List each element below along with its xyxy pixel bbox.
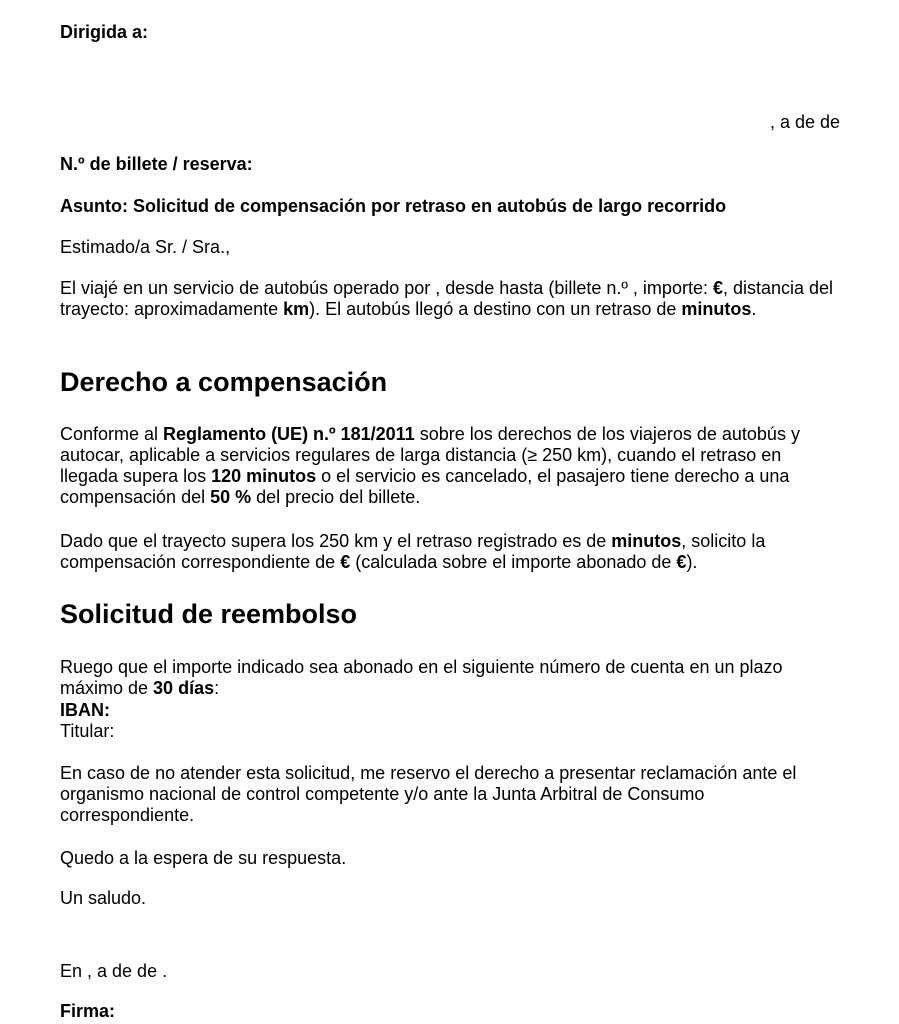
addressee-label: Dirigida a:: [60, 22, 149, 42]
place-date-line: En , a de de .: [60, 961, 168, 981]
refund-paragraph: Ruego que el importe indicado sea abonado en el siguiente número de cuenta en un plazo máximo de 30 días:: [60, 657, 783, 698]
waiting-line: Quedo a la espera de su respuesta.: [60, 848, 347, 868]
letter-page: [60, 0, 840, 1024]
section-heading-compensation: Derecho a compensación: [60, 367, 388, 397]
greeting: Estimado/a Sr. / Sra.,: [60, 237, 231, 257]
ticket-label: N.º de billete / reserva:: [60, 154, 253, 174]
signature-label: Firma:: [60, 1001, 116, 1021]
date-line: , a de de: [769, 112, 840, 132]
section-heading-refund: Solicitud de reembolso: [60, 599, 358, 629]
compensation-paragraph: Dado que el trayecto supera los 250 km y el retraso registrado es de minutos, solicito la compensación correspondiente de € (calculada sobre el importe abonado de €).: [60, 531, 766, 572]
intro-paragraph: El viajé en un servicio de autobús operado por , desde hasta (billete n.º , importe: €, distancia del trayecto: aproximadamente km). El autobús llegó a destino con un retraso de minutos.: [60, 278, 834, 319]
holder-label: Titular:: [60, 721, 115, 741]
closing-line: Un saludo.: [60, 888, 147, 908]
regulation-paragraph: Conforme al Reglamento (UE) n.º 181/2011 sobre los derechos de los viajeros de autobús y autocar, aplicable a servicios regulares de larga distancia (≥ 250 km), cuando el retraso en llegada supera los 120 minutos o el servicio es cancelado, el pasajero tiene derecho a una compensación del 50 % del precio del billete.: [60, 424, 800, 507]
iban-label: IBAN:: [60, 700, 110, 720]
claim-paragraph: En caso de no atender esta solicitud, me reservo el derecho a presentar reclamación ante el organismo nacional de control competente y/o ante la Junta Arbitral de Consumo correspondiente.: [60, 763, 797, 825]
subject-line: Asunto: Solicitud de compensación por retraso en autobús de largo recorrido: [60, 196, 727, 216]
